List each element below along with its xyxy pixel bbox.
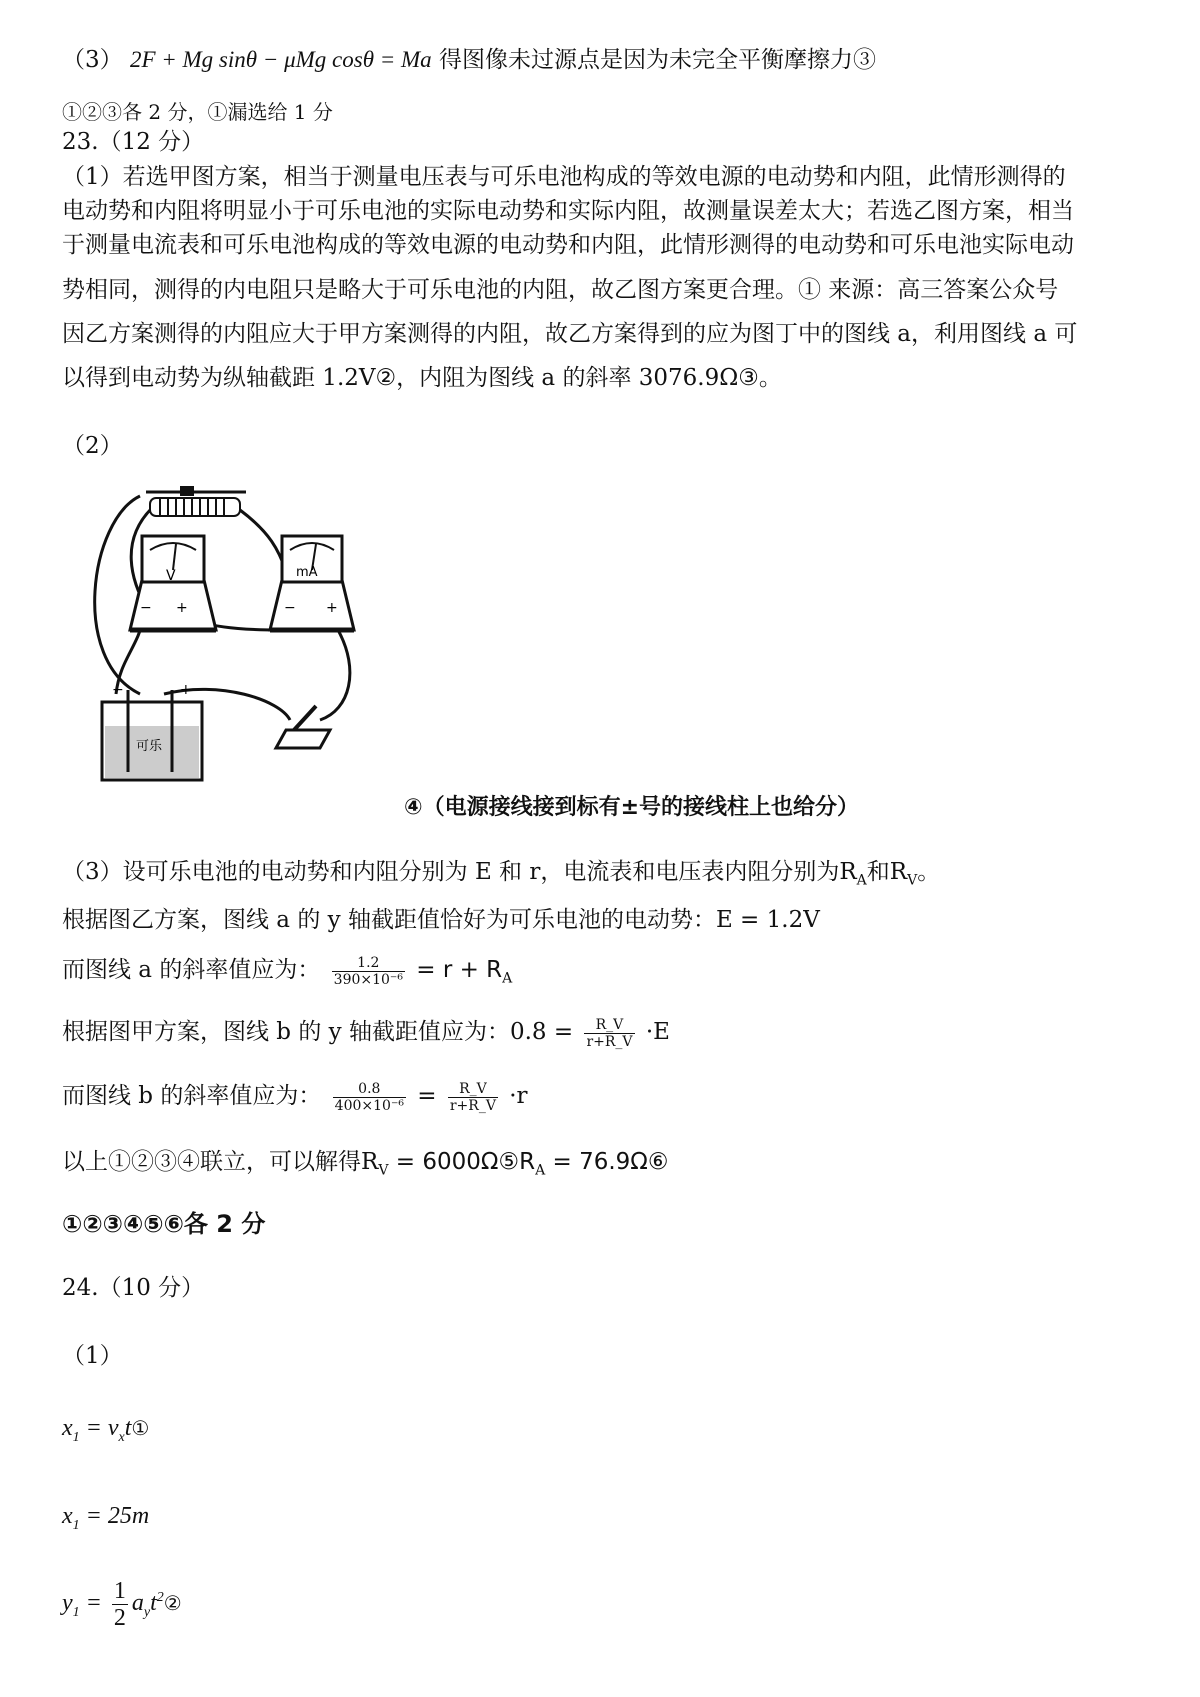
- intro-text: （3）设可乐电池的电动势和内阻分别为 E 和 r，电流表和电压表内阻分别为R: [62, 859, 857, 885]
- fraction: [332, 955, 405, 988]
- battery-label: 可乐: [136, 739, 163, 754]
- voltmeter-label: V: [166, 568, 176, 584]
- numerator: 1: [113, 1577, 126, 1604]
- circuit-diagram: [80, 480, 410, 800]
- numerator: 0.8: [358, 1080, 381, 1097]
- voltmeter-minus: −: [140, 600, 152, 616]
- fraction: [584, 1017, 634, 1050]
- equals: =: [417, 1083, 437, 1109]
- cola-battery: [102, 682, 202, 780]
- q23-scoring: ①②③④⑤⑥各 2 分: [62, 1210, 266, 1238]
- mark: ②: [163, 1593, 182, 1615]
- battery-plus: +: [180, 682, 192, 698]
- subscript: V: [907, 872, 918, 889]
- numerator: R_V: [459, 1080, 487, 1097]
- superscript: 2: [156, 1590, 164, 1605]
- explanation: 得图像未过源点是因为未完全平衡摩擦力③: [439, 47, 876, 73]
- subscript: V: [378, 1162, 389, 1179]
- subscript: 1: [72, 1517, 80, 1533]
- solve-text: = 76.9Ω⑥: [545, 1149, 669, 1175]
- denominator: 400×10⁻⁶: [334, 1097, 404, 1114]
- subscript: A: [856, 872, 867, 889]
- denominator: r+R_V: [449, 1097, 496, 1114]
- part-label: （3）: [62, 47, 123, 73]
- equation-emf: 根据图乙方案，图线 a 的 y 轴截距值恰好为可乐电池的电动势：E = 1.2V: [62, 907, 820, 933]
- solve-text: = 6000Ω⑤R: [388, 1149, 536, 1175]
- paragraph-line: 因乙方案测得的内阻应大于甲方案测得的内阻，故乙方案得到的应为图丁中的图线 a，利用图线 a 可: [62, 321, 1078, 347]
- battery-minus: −: [112, 682, 124, 698]
- var: = 25m: [79, 1503, 150, 1529]
- subscript: A: [535, 1162, 546, 1179]
- denominator: r+R_V: [586, 1033, 633, 1050]
- var: x: [62, 1503, 73, 1529]
- ammeter-plus: +: [326, 600, 338, 616]
- ammeter: [270, 536, 354, 630]
- paragraph-line: 于测量电流表和可乐电池构成的等效电源的电动势和内阻，此情形测得的电动势和可乐电池实际电动: [62, 232, 1074, 258]
- solution-line: [62, 1146, 1162, 1187]
- denominator: 390×10⁻⁶: [333, 971, 403, 988]
- scoring-note: ①②③各 2 分，①漏选给 1 分: [62, 100, 333, 124]
- var: t: [150, 1590, 157, 1616]
- equation-x1-vt: [62, 1412, 1162, 1454]
- fraction: [448, 1081, 498, 1114]
- var: y: [62, 1590, 73, 1616]
- rheostat: [146, 486, 246, 516]
- q24-part1-label: （1）: [62, 1343, 123, 1369]
- eq-label: 根据图甲方案，图线 b 的 y 轴截距值应为：0.8 =: [62, 1019, 574, 1045]
- eq-rhs: = r + R: [416, 957, 503, 983]
- subscript: 1: [72, 1604, 80, 1620]
- equation: 2F + Mg sinθ − μMg cosθ = Ma: [129, 47, 432, 72]
- paragraph-line: 电动势和内阻将明显小于可乐电池的实际电动势和实际内阻，故测量误差太大；若选乙图方案，相当: [62, 198, 1074, 224]
- q22-part3-line: [62, 44, 1162, 76]
- intro-text: 。: [917, 859, 941, 885]
- equation-intercept-b: [62, 1012, 1162, 1052]
- numerator: R_V: [595, 1016, 624, 1033]
- var: = v: [79, 1415, 119, 1441]
- q23-part2-label: （2）: [62, 433, 123, 459]
- eq-rhs: ·r: [509, 1083, 528, 1109]
- eq-label: 而图线 b 的斜率值应为：: [62, 1083, 322, 1109]
- q24-heading: 24.（10 分）: [62, 1275, 205, 1301]
- wire-rheostat-to-battery: [95, 496, 140, 694]
- ammeter-minus: −: [284, 600, 296, 616]
- equation-x1-value: [62, 1500, 1162, 1542]
- wire-ammeter-to-switch: [320, 630, 350, 720]
- subscript: y: [143, 1604, 151, 1620]
- subscript: A: [502, 970, 513, 987]
- subscript: 1: [72, 1429, 80, 1445]
- equation-y1: [62, 1568, 1162, 1643]
- eq-rhs: ·E: [645, 1019, 670, 1045]
- intro-text: 和R: [866, 859, 908, 885]
- voltmeter-plus: +: [176, 600, 188, 616]
- q23-part1-paragraph: [62, 160, 1172, 400]
- var: x: [62, 1415, 73, 1441]
- paragraph-line: 以得到电动势为纵轴截距 1.2V②，内阻为图线 a 的斜率 3076.9Ω③。: [62, 365, 782, 391]
- numerator: 1.2: [357, 954, 380, 971]
- equals: =: [79, 1590, 108, 1616]
- equation-slope-a: [62, 950, 1162, 999]
- equation-slope-b: [62, 1076, 1162, 1116]
- part2-note: ④（电源接线接到标有±号的接线柱上也给分）: [404, 795, 860, 820]
- var: a: [131, 1590, 144, 1616]
- q23-heading: 23.（12 分）: [62, 129, 205, 155]
- fraction: [112, 1578, 128, 1631]
- voltmeter: [130, 536, 216, 630]
- paragraph-line: 势相同，测得的内电阻只是略大于可乐电池的内阻，故乙图方案更合理。① 来源：高三答案公众号: [62, 277, 1059, 303]
- q23-part3-intro: [62, 856, 1162, 897]
- paragraph-line: （1）若选甲图方案，相当于测量电压表与可乐电池构成的等效电源的电动势和内阻，此情形测得的: [62, 164, 1066, 190]
- eq-label: 而图线 a 的斜率值应为：: [62, 957, 321, 983]
- subscript: x: [118, 1429, 125, 1445]
- fraction: [333, 1081, 406, 1114]
- solve-text: 以上①②③④联立，可以解得R: [62, 1149, 379, 1175]
- denominator: 2: [113, 1604, 126, 1631]
- ammeter-label: mA: [296, 565, 318, 580]
- var: t: [124, 1415, 132, 1441]
- mark: ①: [131, 1418, 150, 1440]
